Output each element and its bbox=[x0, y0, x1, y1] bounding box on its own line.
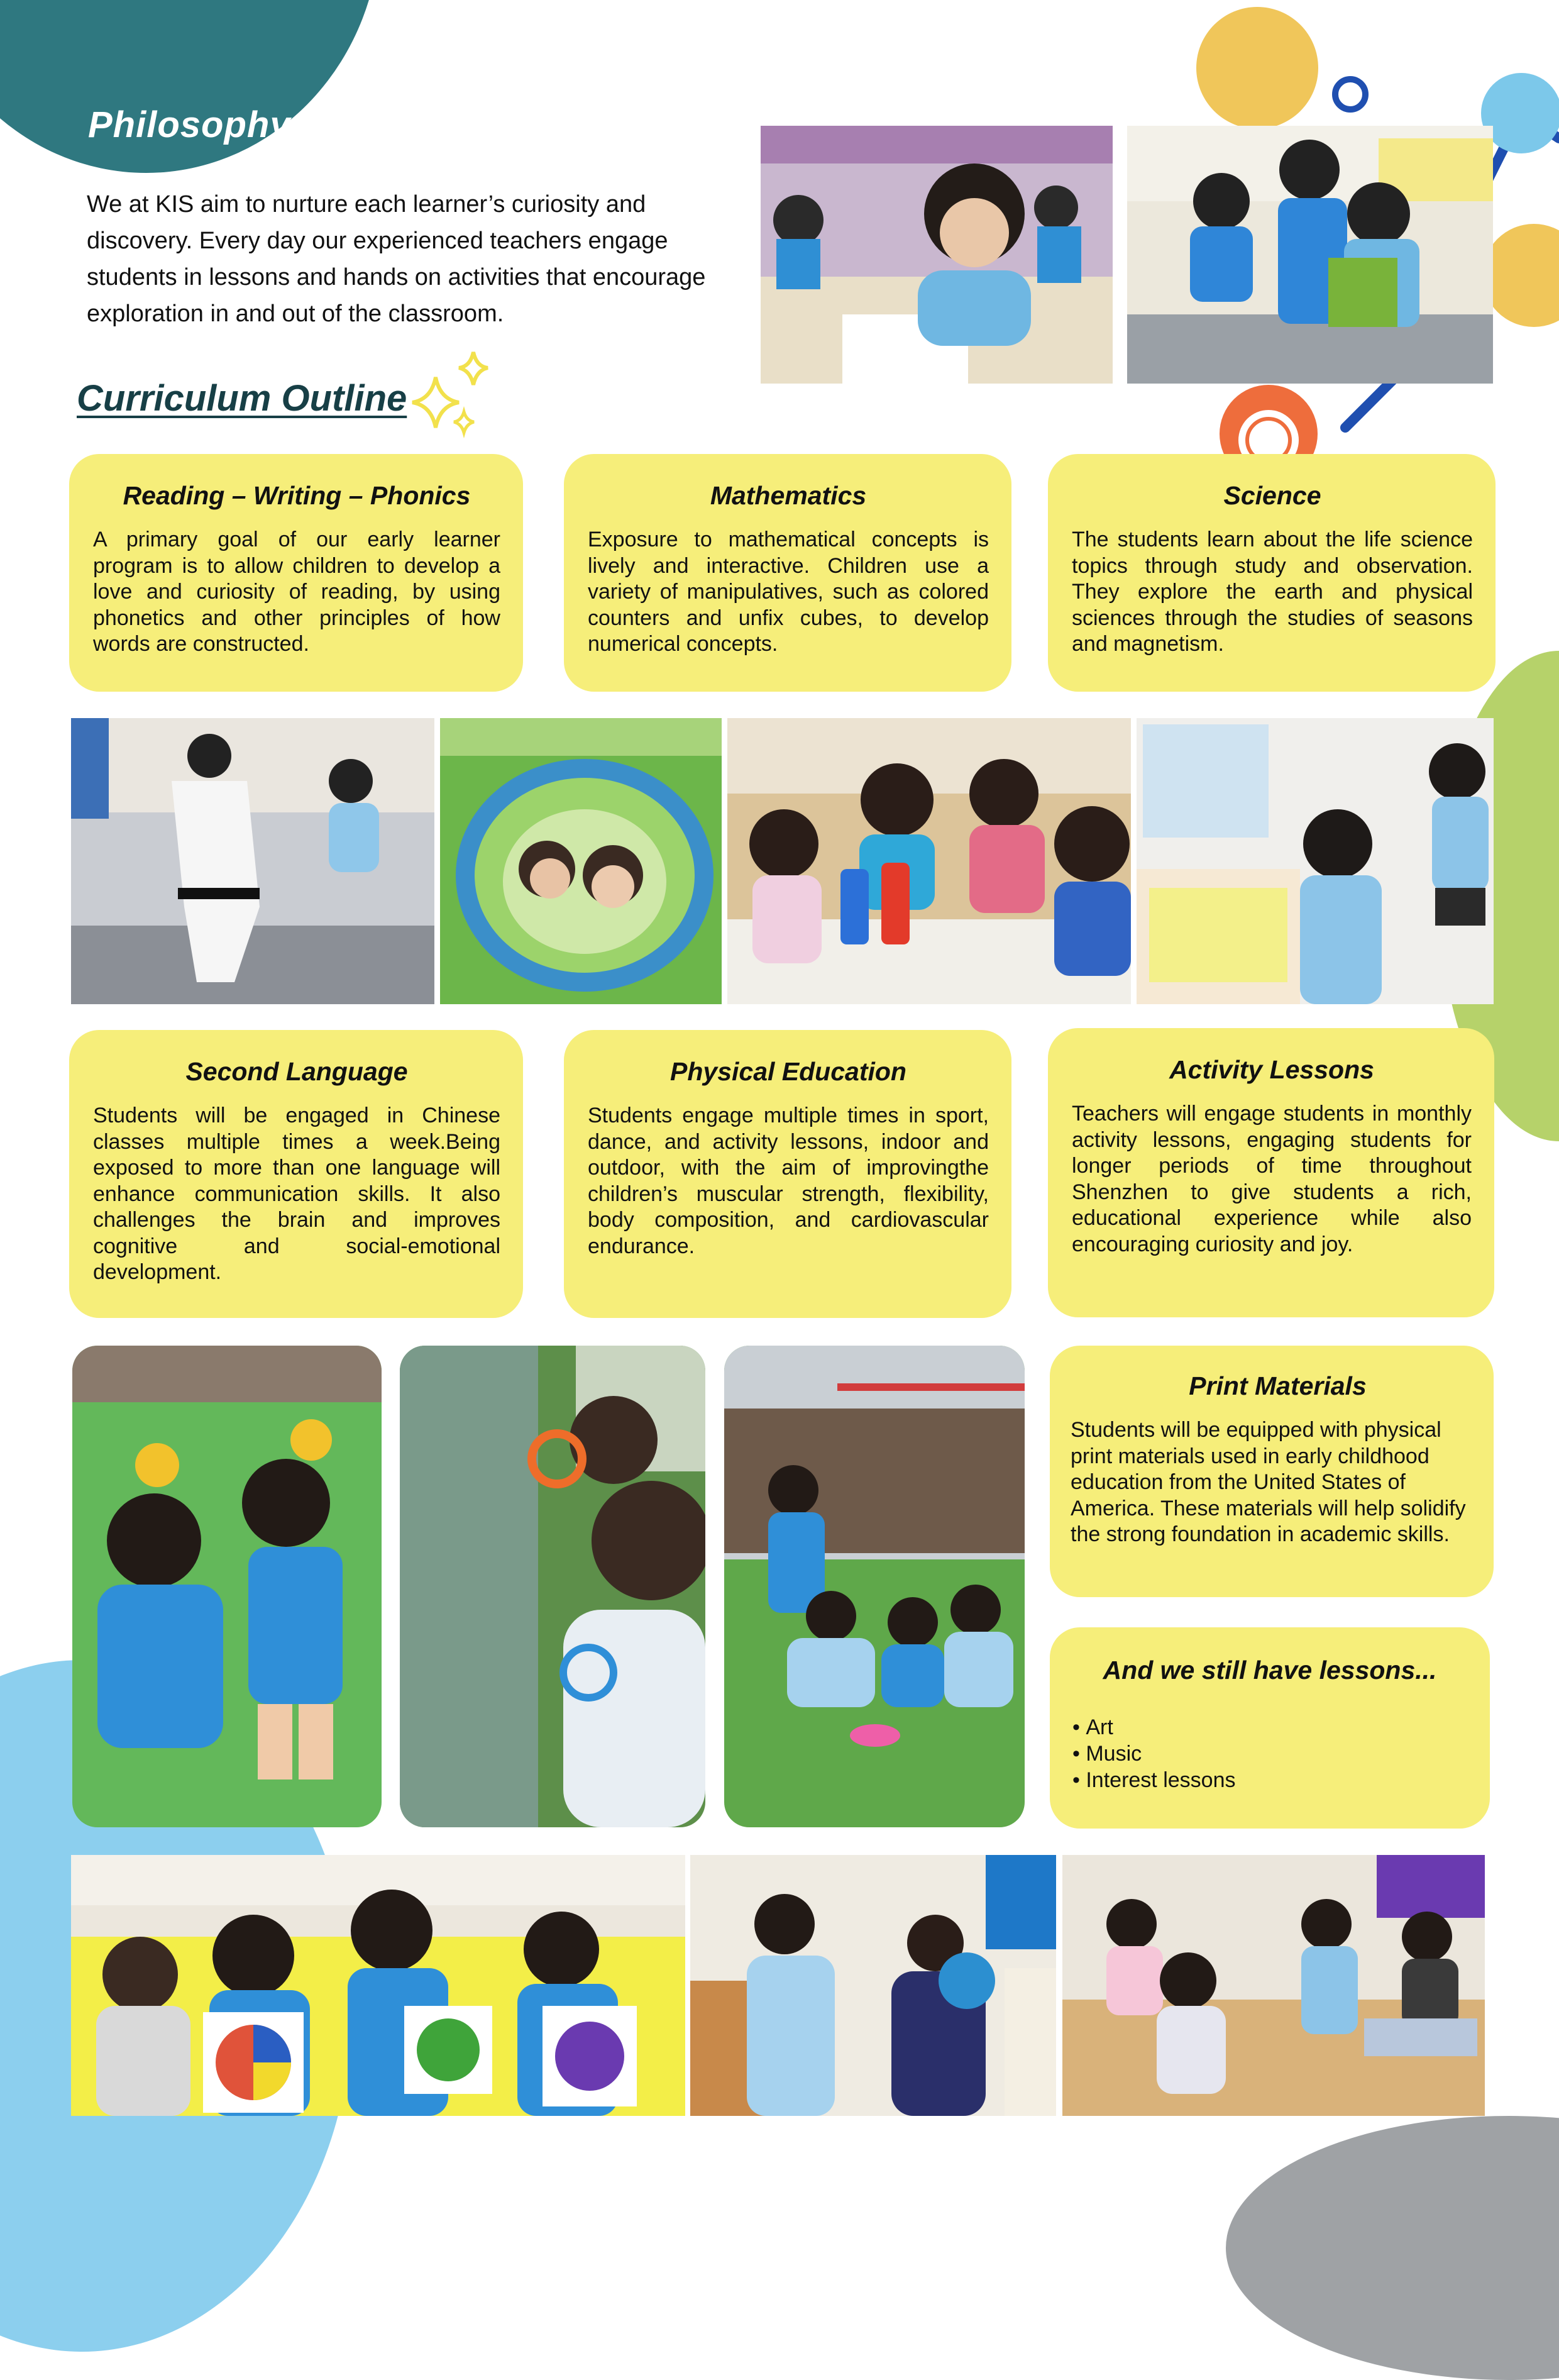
card-title: Print Materials bbox=[1189, 1371, 1367, 1400]
card-activity-lessons bbox=[1048, 1028, 1494, 1317]
card-title: Mathematics bbox=[710, 481, 867, 510]
card-title: Science bbox=[1223, 481, 1321, 510]
card-body: Students engage multiple times in sport, dance, and activity lessons, indoor and outdoor, with the aim of improvingthe children’s muscular strength, flexibility, body composition, and cardiovascular endurance. bbox=[588, 1104, 989, 1258]
card-physical-education bbox=[564, 1030, 1011, 1318]
photo-classroom-drawing bbox=[1062, 1855, 1485, 2116]
grey-corner-blob bbox=[1226, 2116, 1559, 2380]
card-title: Activity Lessons bbox=[1169, 1055, 1374, 1084]
photo-teacher-with-globe bbox=[690, 1855, 1056, 2116]
photo-balancing-balls bbox=[72, 1346, 382, 1827]
card-more-lessons bbox=[1050, 1627, 1490, 1829]
card-second-language bbox=[69, 1030, 523, 1318]
sparkle-icon bbox=[407, 349, 495, 443]
photo-science-bottles bbox=[727, 718, 1131, 1004]
photo-outdoor-play bbox=[724, 1346, 1025, 1827]
photo-child-drawing bbox=[761, 126, 1113, 384]
card-body: The students learn about the life science topics through study and observation. They explore the earth and physical sciences through the studies of seasons and magnetism. bbox=[1072, 528, 1473, 656]
list-item: • Music bbox=[1072, 1741, 1467, 1767]
philosophy-text: We at KIS aim to nurture each learner’s curiosity and discovery. Every day our experienced teachers engage students in lessons and hands on activities that encourage exploration in and out of the classroom. bbox=[87, 191, 706, 327]
photo-whiteboard-writing bbox=[1137, 718, 1494, 1004]
card-body: Exposure to mathematical concepts is lively and interactive. Children use a variety of manipulatives, such as colored counters and unfix cubes, to develop numerical concepts. bbox=[588, 528, 989, 656]
photo-play-tunnel bbox=[440, 718, 722, 1004]
list-item: • Art bbox=[1072, 1714, 1467, 1741]
card-title: Physical Education bbox=[670, 1057, 906, 1086]
card-title: And we still have lessons... bbox=[1103, 1656, 1437, 1685]
card-body: Students will be engaged in Chinese classes multiple times a week.Being exposed to more than one language will enhance communication skills. It also challenges the brain and improves cognitive and social-emotional development. bbox=[93, 1104, 500, 1284]
card-title: Reading – Writing – Phonics bbox=[123, 481, 471, 510]
card-science bbox=[1048, 454, 1496, 692]
lesson-list bbox=[1072, 1714, 1467, 1793]
card-body: Students will be equipped with physical print materials used in early childhood education from the United States of America. These materials will help solidify the strong foundation in academic skills. bbox=[1071, 1418, 1466, 1546]
teal-corner-blob bbox=[0, 0, 380, 173]
card-title: Second Language bbox=[185, 1057, 408, 1086]
card-reading-writing-phonics bbox=[69, 454, 523, 692]
photo-children-with-book bbox=[1127, 126, 1493, 384]
photo-taekwondo-class bbox=[71, 718, 434, 1004]
curriculum-outline-title: Curriculum Outline bbox=[77, 378, 407, 419]
card-body: Teachers will engage students in monthly activity lessons, engaging students for longer periods of time throughout Shenzhen to give students a rich, educational experience while also encouraging curiosity and joy. bbox=[1072, 1102, 1472, 1256]
list-item: • Interest lessons bbox=[1072, 1767, 1467, 1793]
card-body: A primary goal of our early learner program is to allow children to develop a love and curiosity of reading, by using phonetics and other principles of how words are constructed. bbox=[93, 528, 500, 656]
philosophy-title: Philosophy bbox=[88, 104, 291, 145]
card-mathematics bbox=[564, 454, 1011, 692]
card-print-materials bbox=[1050, 1346, 1494, 1597]
photo-magnifying-glass bbox=[400, 1346, 705, 1827]
photo-color-wheel-art bbox=[71, 1855, 685, 2116]
